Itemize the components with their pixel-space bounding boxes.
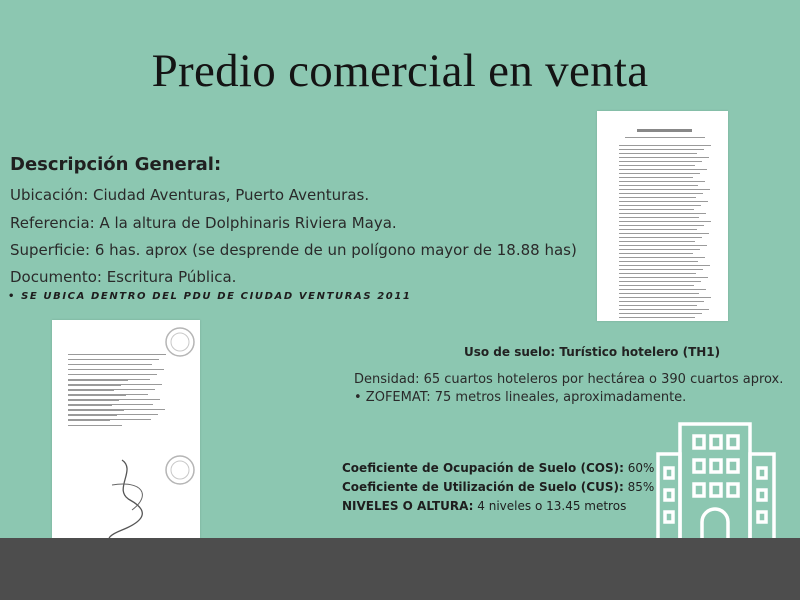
document-text-line [619, 225, 704, 226]
location-line: Ubicación: Ciudad Aventuras, Puerto Aventuras. [10, 186, 370, 204]
height-label: NIVELES O ALTURA: [342, 499, 474, 513]
document-text-line [619, 297, 711, 298]
cus-value: 85% [627, 480, 655, 494]
document-text-line [68, 400, 119, 401]
document-text-line [619, 229, 697, 230]
land-use-heading: Uso de suelo: Turístico hotelero (TH1) [464, 345, 721, 359]
description-heading: Descripción General: [10, 154, 222, 175]
document-text-line [619, 253, 693, 254]
document-text-line [619, 169, 707, 170]
height-line [342, 499, 626, 513]
document-text-line [619, 237, 702, 238]
cos-line [342, 461, 654, 475]
document-text-line [68, 380, 128, 381]
document-text-line [619, 153, 697, 154]
document-text-line [619, 185, 698, 186]
document-text-line [68, 425, 122, 426]
document-text-line [619, 157, 709, 158]
document-text-line [619, 197, 696, 198]
document-text-line [619, 257, 705, 258]
cus-label: Coeficiente de Utilización de Suelo (CUS): [342, 480, 624, 494]
document-text-line [68, 385, 121, 386]
document-text-line [619, 181, 705, 182]
document-text-line [68, 415, 117, 416]
cos-value: 60% [627, 461, 655, 475]
document-text-line [619, 205, 701, 206]
document-text-line [619, 145, 711, 146]
document-text-line [619, 309, 709, 310]
document-text-line [619, 285, 694, 286]
cos-label: Coeficiente de Ocupación de Suelo (COS): [342, 461, 624, 475]
document-text-line [619, 269, 703, 270]
document-text-line [619, 317, 695, 318]
document-text-line [619, 213, 706, 214]
document-text-line [619, 293, 699, 294]
deed-document-image [597, 111, 728, 321]
document-text-line [619, 149, 704, 150]
surface-line: Superficie: 6 has. aprox (se desprende de un polígono mayor de 18.88 has) [10, 241, 577, 259]
document-text-line [619, 177, 693, 178]
document-text-line [619, 289, 706, 290]
document-text-line [68, 359, 159, 360]
document-text-line [619, 305, 697, 306]
document-text-line [619, 249, 700, 250]
document-line: Documento: Escritura Pública. [10, 268, 237, 286]
pdu-note: • SE UBICA DENTRO DEL PDU DE CIUDAD VENTURAS 2011 [8, 291, 412, 302]
document-text-line [68, 374, 157, 375]
certificate-seal-and-signature [52, 320, 200, 555]
document-text-line [619, 273, 696, 274]
building-icon [654, 414, 778, 540]
document-text-line [619, 313, 702, 314]
document-text-line [619, 189, 710, 190]
document-text-line [619, 173, 700, 174]
document-text-line [619, 217, 699, 218]
document-text-line [68, 395, 126, 396]
document-text-line [68, 369, 164, 370]
page-title: Predio comercial en venta [151, 45, 649, 97]
document-text-line [68, 354, 166, 355]
document-text-line [619, 201, 708, 202]
density-line: Densidad: 65 cuartos hoteleros por hectárea o 390 cuartos aprox. [354, 372, 784, 387]
document-text-line [619, 165, 695, 166]
document-text-line [68, 405, 112, 406]
zofemat-line: • ZOFEMAT: 75 metros lineales, aproximadamente. [354, 390, 687, 405]
document-text-line [619, 277, 708, 278]
document-text-line [619, 161, 702, 162]
document-text-line [619, 241, 695, 242]
document-text-line [68, 390, 114, 391]
document-text-line [68, 410, 124, 411]
height-value: 4 niveles o 13.45 metros [477, 499, 627, 513]
cus-line [342, 480, 654, 494]
document-text-line [619, 233, 709, 234]
certificate-document-image [52, 320, 200, 555]
document-text-line [619, 261, 698, 262]
document-text-line [619, 281, 701, 282]
document-text-line [68, 420, 110, 421]
document-text-line [619, 221, 711, 222]
document-text-line [68, 364, 152, 365]
document-text-line [619, 193, 703, 194]
footer-bar [0, 538, 800, 600]
reference-line: Referencia: A la altura de Dolphinaris Riviera Maya. [10, 214, 397, 232]
document-text-line [619, 301, 704, 302]
document-text-line [619, 245, 707, 246]
document-text-line [619, 209, 694, 210]
document-text-line [619, 265, 710, 266]
